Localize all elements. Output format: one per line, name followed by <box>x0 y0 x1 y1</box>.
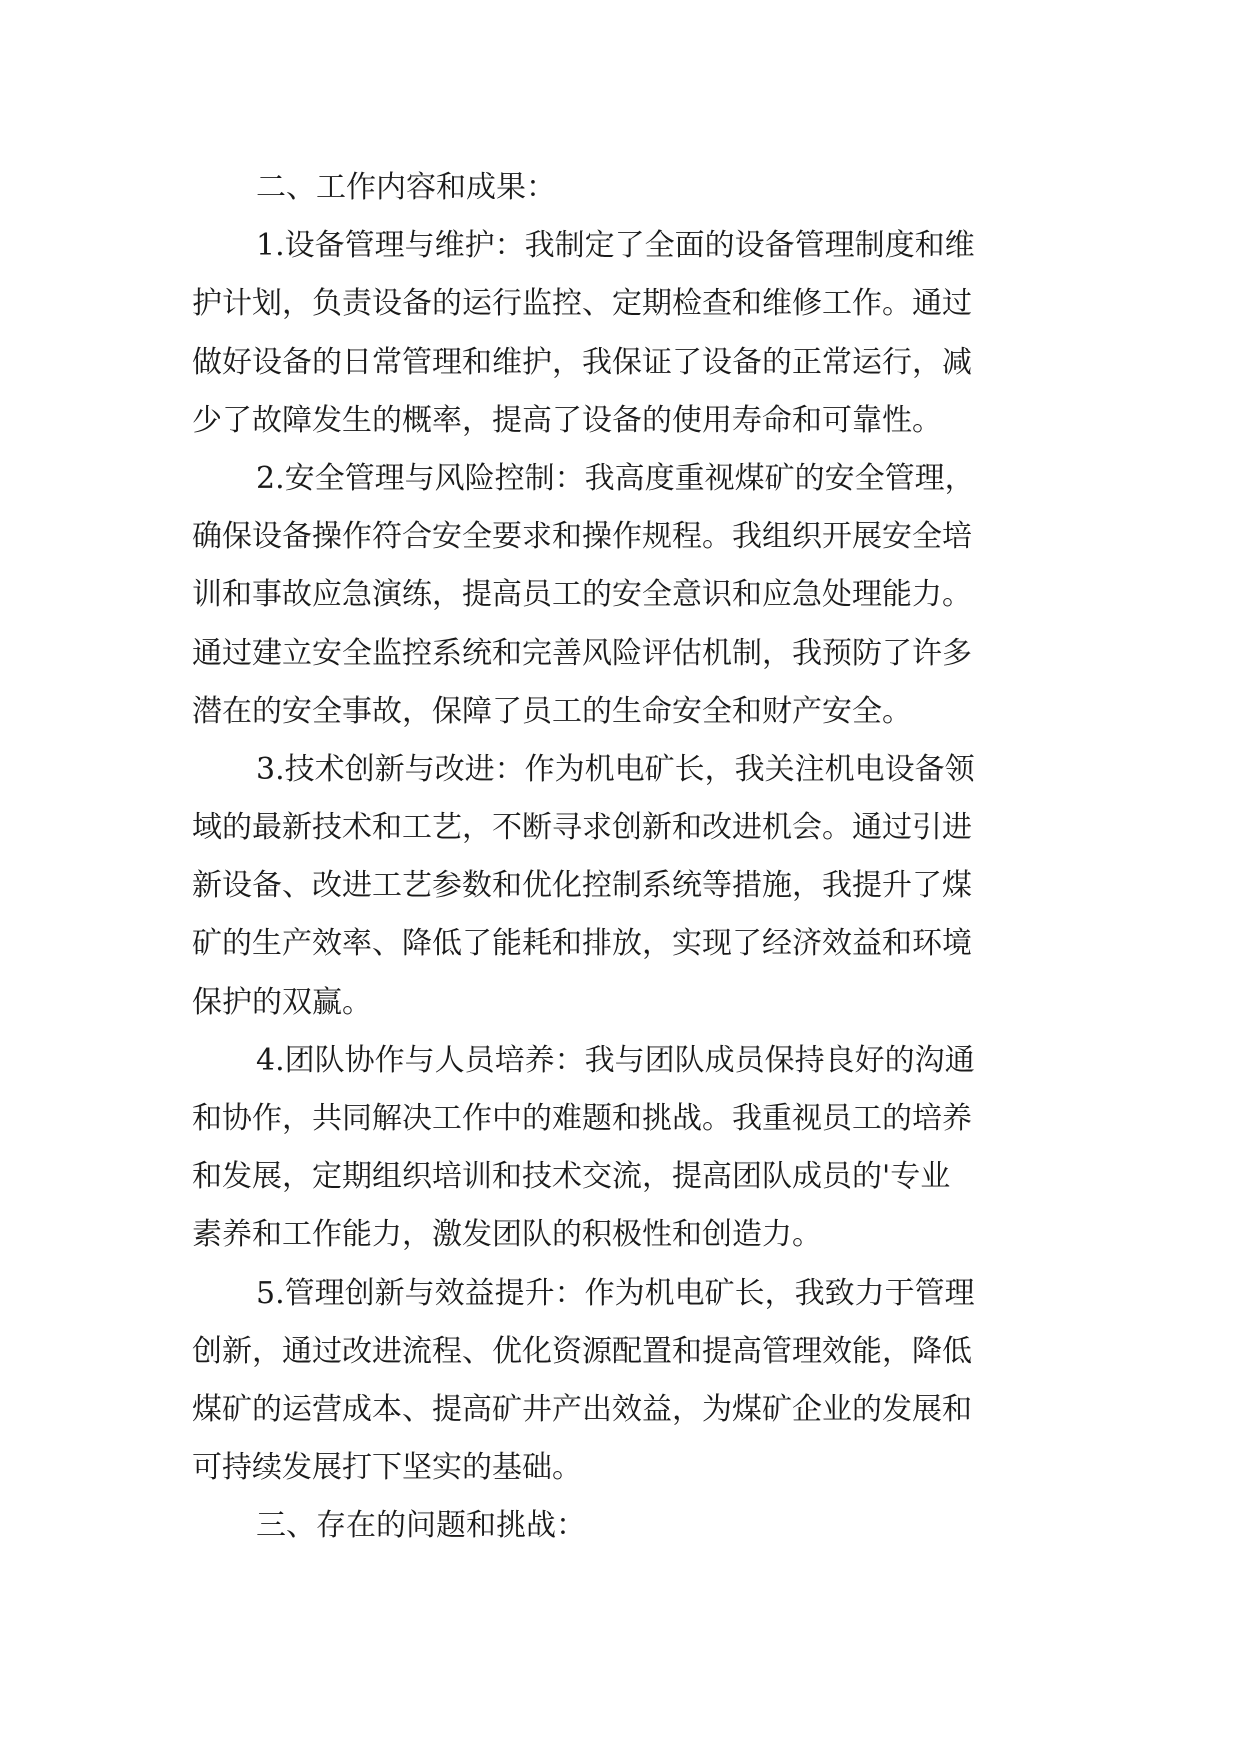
paragraph-line: 素养和工作能力，激发团队的积极性和创造力。 <box>192 1217 822 1253</box>
paragraph-line: 做好设备的日常管理和维护，我保证了设备的正常运行，减 <box>192 344 972 380</box>
paragraph-line: 4.团队协作与人员培养：我与团队成员保持良好的沟通 <box>256 1042 975 1078</box>
document-body <box>192 159 1062 1556</box>
paragraph-line: 保护的双赢。 <box>192 984 372 1020</box>
paragraph-line: 域的最新技术和工艺，不断寻求创新和改进机会。通过引进 <box>192 810 972 846</box>
paragraph-line: 3.技术创新与改进：作为机电矿长，我关注机电设备领 <box>256 751 975 787</box>
paragraph-1 <box>192 217 1062 450</box>
paragraph-3 <box>192 741 1062 1032</box>
paragraph-line: 矿的生产效率、降低了能耗和排放，实现了经济效益和环境 <box>192 926 972 962</box>
paragraph-line: 5.管理创新与效益提升：作为机电矿长，我致力于管理 <box>256 1275 975 1311</box>
paragraph-line: 1.设备管理与维护：我制定了全面的设备管理制度和维 <box>256 228 975 264</box>
section-heading-2: 二、工作内容和成果： <box>256 170 556 205</box>
paragraph-line: 2.安全管理与风险控制：我高度重视煤矿的安全管理， <box>256 460 975 496</box>
section-heading-3: 三、存在的问题和挑战： <box>256 1508 586 1544</box>
paragraph-line: 和发展，定期组织培训和技术交流，提高团队成员的'专业 <box>192 1159 951 1195</box>
paragraph-2 <box>192 450 1062 741</box>
paragraph-4 <box>192 1032 1062 1265</box>
paragraph-line: 新设备、改进工艺参数和优化控制系统等措施，我提升了煤 <box>192 868 972 904</box>
paragraph-line: 少了故障发生的概率，提高了设备的使用寿命和可靠性。 <box>192 402 942 438</box>
paragraph-line: 可持续发展打下坚实的基础。 <box>192 1450 582 1486</box>
paragraph-line: 创新，通过改进流程、优化资源配置和提高管理效能，降低 <box>192 1333 972 1369</box>
paragraph-line: 通过建立安全监控系统和完善风险评估机制，我预防了许多 <box>192 635 972 671</box>
paragraph-line: 确保设备操作符合安全要求和操作规程。我组织开展安全培 <box>192 519 972 555</box>
paragraph-line: 护计划，负责设备的运行监控、定期检查和维修工作。通过 <box>192 286 972 322</box>
paragraph-line: 煤矿的运营成本、提高矿井产出效益，为煤矿企业的发展和 <box>192 1391 972 1427</box>
paragraph-line: 训和事故应急演练，提高员工的安全意识和应急处理能力。 <box>192 577 972 613</box>
paragraph-line: 潜在的安全事故，保障了员工的生命安全和财产安全。 <box>192 693 912 729</box>
paragraph-line: 和协作，共同解决工作中的难题和挑战。我重视员工的培养 <box>192 1101 972 1136</box>
paragraph-5 <box>192 1265 1062 1498</box>
